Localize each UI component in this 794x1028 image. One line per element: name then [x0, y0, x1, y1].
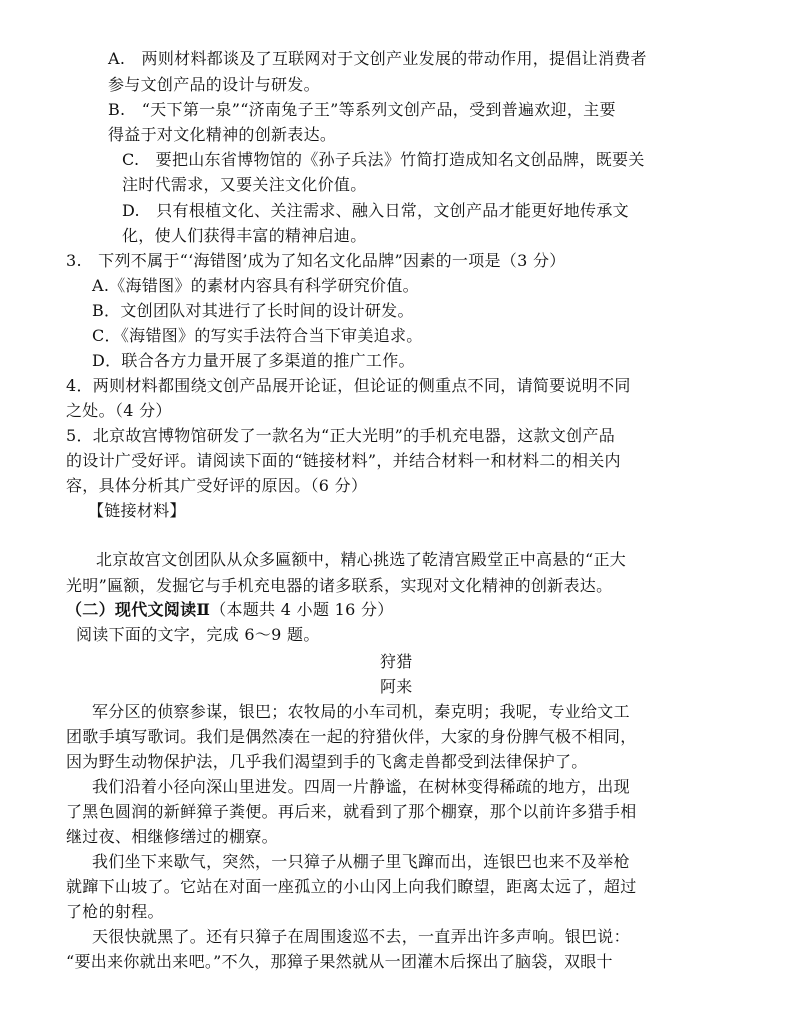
link-material-line2: 光明”匾额，发掘它与手机充电器的诸多联系，实现对文化精神的创新表达。: [66, 576, 613, 595]
q5-line1: 5．北京故宫博物馆研发了一款名为“正大光明”的手机充电器，这款文创产品: [66, 426, 616, 445]
q2-option-c-line1: C. 要把山东省博物馆的《孙子兵法》竹简打造成知名文创品牌，既要关: [122, 150, 645, 169]
q2-option-b-line2: 得益于对文化精神的创新表达。: [108, 125, 337, 144]
story-p1-line3: 因为野生动物保护法，几乎我们渴望到手的飞禽走兽都受到法律保护了。: [66, 752, 588, 771]
link-material-line1: 北京故宫文创团队从众多匾额中，精心挑选了乾清宫殿堂正中高悬的“正大: [96, 550, 627, 569]
section2-title-rest: （本题共 4 小题 16 分）: [210, 600, 394, 619]
q5-line3: 容，具体分析其广受好评的原因。（6 分）: [66, 476, 368, 495]
story-p1-line2: 团歌手填写歌词。我们是偶然凑在一起的狩猎伙伴，大家的身份脾气极不相同，: [66, 727, 637, 746]
story-p3-line1: 我们坐下来歇气，突然，一只獐子从棚子里飞蹿而出，连银巴也来不及举枪: [92, 852, 630, 871]
story-author: 阿来: [380, 677, 413, 696]
q2-option-a-line1: A. 两则材料都谈及了互联网对于文创产业发展的带动作用，提倡让消费者: [108, 49, 647, 68]
q3-option-a: A.《海错图》的素材内容具有科学研究价值。: [92, 276, 419, 295]
q4-line1: 4．两则材料都围绕文创产品展开论证，但论证的侧重点不同，请简要说明不同: [66, 376, 631, 395]
story-p2-line2: 了黑色圆润的新鲜獐子粪便。再后来，就看到了那个棚寮，那个以前许多猎手相: [66, 802, 637, 821]
q5-line2: 的设计广受好评。请阅读下面的“链接材料”，并结合材料一和材料二的相关内: [66, 451, 621, 470]
section2-title: [66, 598, 394, 622]
story-p4-line1: 天很快就黑了。还有只獐子在周围逡巡不去，一直弄出许多声响。银巴说：: [92, 927, 630, 946]
section2-title-bold: （二）现代文阅读Ⅱ: [66, 600, 211, 619]
q4-line2: 之处。（4 分）: [66, 401, 172, 420]
story-p2-line3: 继过夜、相继修缮过的棚寮。: [66, 827, 278, 846]
q2-option-b-line1: B. “天下第一泉”“济南兔子王”等系列文创产品，受到普遍欢迎，主要: [108, 100, 616, 119]
q3-option-c: C．《海错图》的写实手法符合当下审美追求。: [92, 326, 423, 345]
q3-option-b: B．文创团队对其进行了长时间的设计研发。: [92, 301, 414, 320]
link-material-heading: 【链接材料】: [88, 501, 186, 520]
story-p4-line2: “要出来你就出来吧。”不久，那獐子果然就从一团灌木后探出了脑袋，双眼十: [66, 952, 613, 971]
q2-option-d-line2: 化，使人们获得丰富的精神启迪。: [122, 226, 367, 245]
story-p1-line1: 军分区的侦察参谋，银巴；农牧局的小车司机，秦克明；我呢，专业给文工: [92, 702, 630, 721]
story-p2-line1: 我们沿着小径向深山里进发。四周一片静谧，在树林变得稀疏的地方，出现: [92, 777, 630, 796]
story-title: 狩猎: [380, 652, 413, 671]
q3-option-d: D．联合各方力量开展了多渠道的推广工作。: [92, 351, 415, 370]
section2-instruction: 阅读下面的文字，完成 6～9 题。: [76, 625, 320, 644]
story-p3-line3: 了枪的射程。: [66, 902, 164, 921]
q3-stem: 3. 下列不属于“‘海错图’成为了知名文化品牌”因素的一项是（3 分）: [66, 251, 566, 270]
story-p3-line2: 就蹿下山坡了。它站在对面一座孤立的小山冈上向我们瞭望，距离太远了，超过: [66, 877, 637, 896]
q2-option-c-line2: 注时代需求，又要关注文化价值。: [122, 175, 367, 194]
q2-option-d-line1: D. 只有根植文化、关注需求、融入日常，文创产品才能更好地传承文: [122, 201, 629, 220]
q2-option-a-line2: 参与文创产品的设计与研发。: [108, 75, 320, 94]
